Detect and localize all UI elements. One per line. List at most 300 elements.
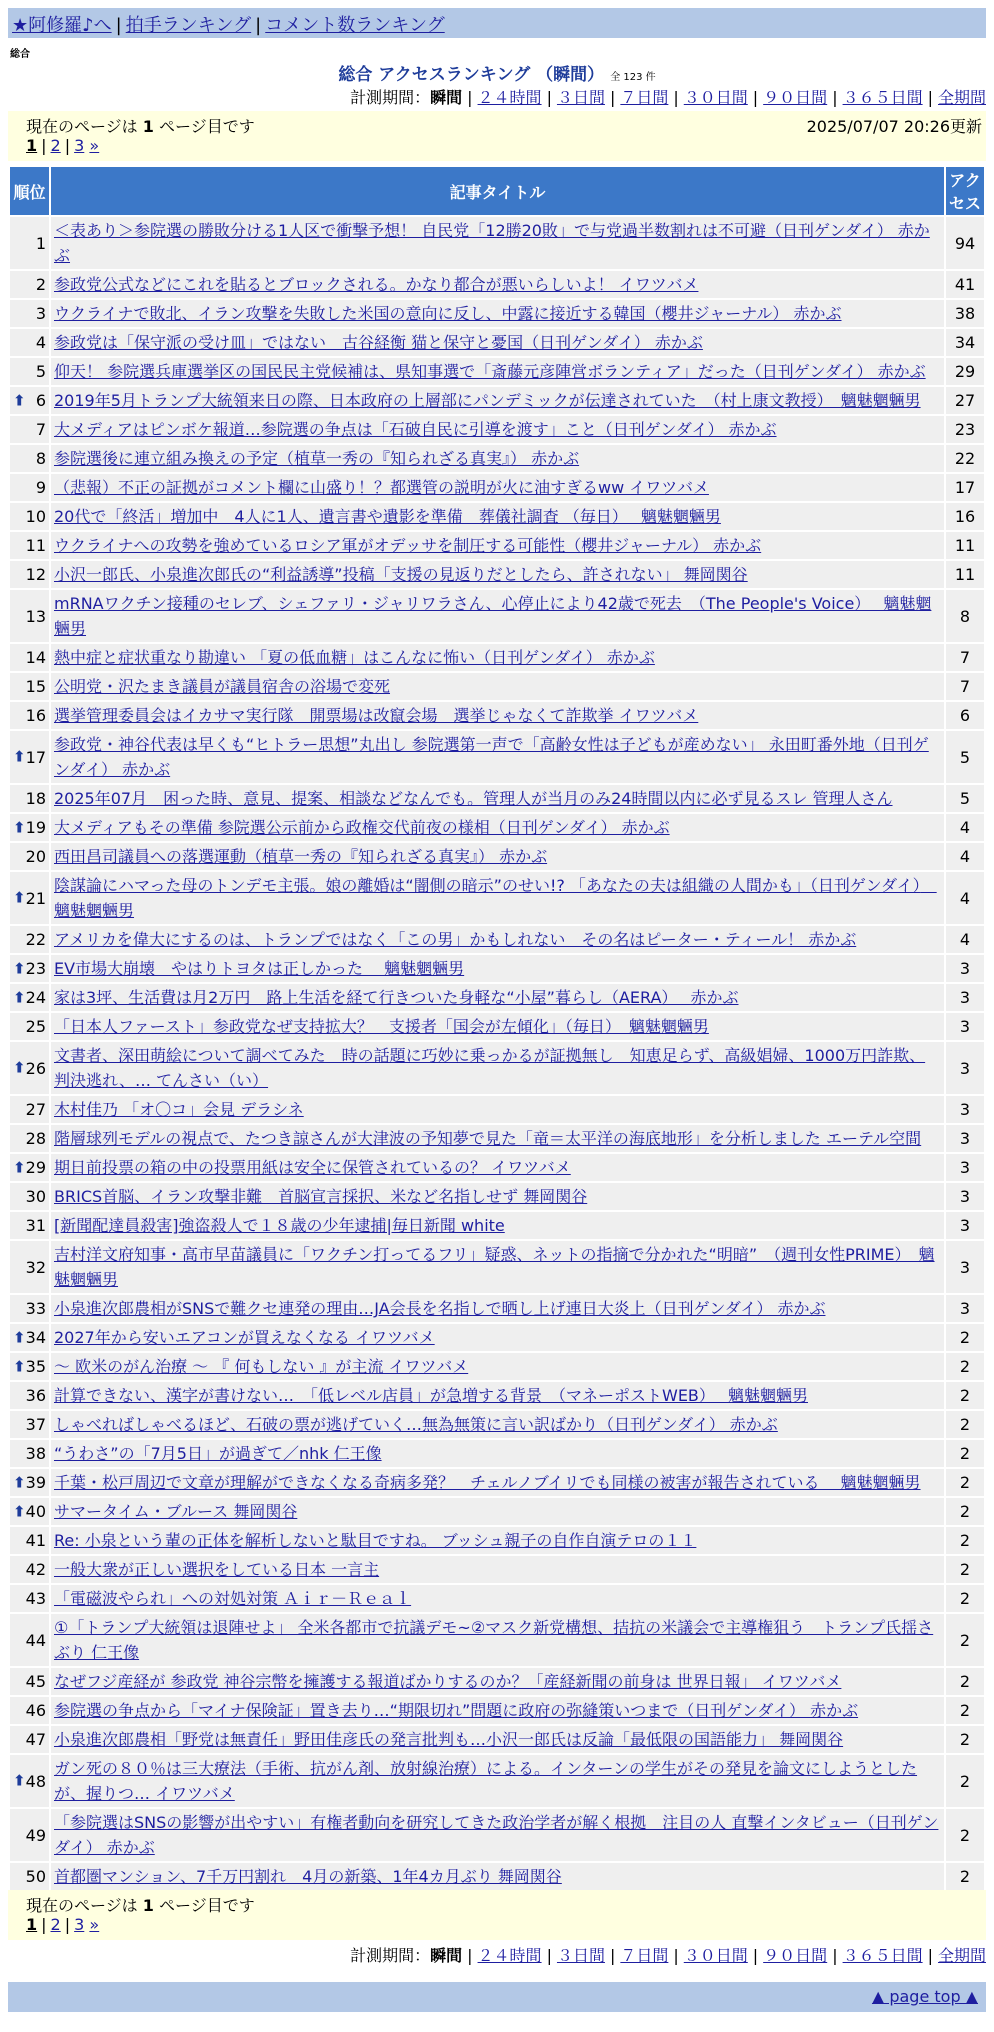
title-cell xyxy=(51,271,944,298)
rank-cell xyxy=(10,590,49,642)
top-period-option-0[interactable]: ２４時間 xyxy=(477,88,542,107)
rank-cell xyxy=(10,1411,49,1438)
access-count: 2 xyxy=(946,1527,984,1554)
access-count: 17 xyxy=(946,474,984,501)
article-title-link[interactable]: （悲報）不正の証拠がコメント欄に山盛り！？都選管の説明が火に油すぎるww イワツバメ xyxy=(54,478,709,497)
bottom-period-option-1[interactable]: ３日間 xyxy=(556,1946,605,1965)
table-row xyxy=(10,1013,984,1040)
rank-number: 22 xyxy=(25,930,46,949)
article-title-link[interactable]: 公明党・沢たまき議員が議員宿舎の浴場で変死 xyxy=(54,677,391,696)
up-arrow-icon: ⬆ xyxy=(13,1328,26,1346)
access-count: 29 xyxy=(946,358,984,385)
bottom-page-link-0[interactable]: 2 xyxy=(50,1915,61,1934)
rank-number: 17 xyxy=(25,747,46,767)
rank-cell xyxy=(10,644,49,671)
up-arrow-icon: ⬆ xyxy=(13,1058,26,1077)
access-count: 6 xyxy=(946,702,984,729)
ranking-table-body xyxy=(10,217,984,1890)
rank-cell xyxy=(10,1809,49,1861)
top-period-option-5[interactable]: ３６５日間 xyxy=(842,88,923,107)
title-cell xyxy=(51,1614,944,1666)
rank-number: 16 xyxy=(25,706,46,725)
bottom-period-option-6[interactable]: 全期間 xyxy=(937,1946,986,1965)
rank-number: 35 xyxy=(25,1357,46,1376)
page-separator: | xyxy=(64,1915,71,1934)
title-cell xyxy=(51,1440,944,1467)
table-row xyxy=(10,1440,984,1467)
title-cell xyxy=(51,1755,944,1807)
period-separator: | xyxy=(467,88,473,107)
rank-number: 45 xyxy=(25,1672,46,1691)
table-row xyxy=(10,271,984,298)
period-selector-bottom xyxy=(350,1943,986,1966)
col-header-rank: 順位 xyxy=(10,167,49,215)
table-row xyxy=(10,474,984,501)
access-count: 2 xyxy=(946,1614,984,1666)
page-title-text: 総合 アクセスランキング （瞬間） xyxy=(338,65,605,85)
title-cell xyxy=(51,1498,944,1525)
bottom-bar xyxy=(8,1982,986,2012)
rank-number: 50 xyxy=(25,1867,46,1886)
table-row xyxy=(10,445,984,472)
article-title-link[interactable]: 一般大衆が正しい選択をしている日本 一言主 xyxy=(54,1560,380,1579)
rank-number: 19 xyxy=(25,818,46,837)
table-row xyxy=(10,1324,984,1351)
table-row xyxy=(10,387,984,414)
rank-number: 41 xyxy=(25,1531,46,1550)
access-count: 2 xyxy=(946,1498,984,1525)
title-cell xyxy=(51,1726,944,1753)
bottom-period-option-3[interactable]: ３０日間 xyxy=(683,1946,748,1965)
article-title-link[interactable]: 「電磁波やられ」への対処対策 Ａｉｒ－Ｒｅａｌ xyxy=(54,1589,412,1608)
access-count: 2 xyxy=(946,1440,984,1467)
article-title-link[interactable]: 大メディアはピンボケ報道…参院選の争点は「石破自民に引導を渡す」こと（日刊ゲンダイ） 赤かぶ xyxy=(54,420,777,439)
top-period-option-6[interactable]: 全期間 xyxy=(937,88,986,107)
article-title-link[interactable]: mRNAワクチン接種のセレブ、シェファリ・ジャリワラさん、心停止により42歳で死去 （The People's Voice） 魑魅魍魎男 xyxy=(54,594,932,638)
page-status-prefix: 現在のページは xyxy=(26,1896,138,1915)
access-count: 5 xyxy=(946,785,984,812)
table-row xyxy=(10,926,984,953)
title-cell xyxy=(51,1527,944,1554)
pagination-bottom xyxy=(8,1890,986,1940)
updated-timestamp: 2025/07/07 20:26更新 xyxy=(806,117,982,136)
article-title-link[interactable]: 期日前投票の箱の中の投票用紙は安全に保管されているの？ イワツバメ xyxy=(54,1158,571,1177)
bottom-period-option-0[interactable]: ２４時間 xyxy=(477,1946,542,1965)
home-link[interactable]: ★阿修羅♪へ xyxy=(12,15,112,36)
table-row xyxy=(10,1295,984,1322)
rank-cell xyxy=(10,503,49,530)
rank-cell xyxy=(10,785,49,812)
period-separator: | xyxy=(609,88,616,107)
table-row xyxy=(10,561,984,588)
access-count: 41 xyxy=(946,271,984,298)
rank-number: 21 xyxy=(25,888,46,908)
rank-cell xyxy=(10,1125,49,1152)
article-title-link[interactable]: [新聞配達員殺害]強盗殺人で１８歳の少年逮捕|毎日新聞 white xyxy=(54,1216,505,1235)
article-title-link[interactable]: “うわさ”の「7月5日」が過ぎて／nhk 仁王像 xyxy=(54,1444,382,1463)
table-row xyxy=(10,1809,984,1861)
period-separator: | xyxy=(546,88,552,107)
title-cell xyxy=(51,1585,944,1612)
article-title-link[interactable]: 参政党は「保守派の受け皿」ではない 古谷経衡 猫と保守と憂国（日刊ゲンダイ） 赤かぶ xyxy=(54,333,703,352)
article-title-link[interactable]: アメリカを偉大にするのは、トランプではなく「この男」かもしれない その名はピーター・ティール！ 赤かぶ xyxy=(54,930,857,949)
rank-cell xyxy=(10,358,49,385)
top-page-link-1[interactable]: 3 xyxy=(74,136,85,155)
access-count: 2 xyxy=(946,1863,984,1890)
top-nav xyxy=(8,8,986,38)
access-count: 38 xyxy=(946,300,984,327)
access-count: 4 xyxy=(946,926,984,953)
article-title-link[interactable]: 吉村洋文府知事・高市早苗議員に「ワクチン打ってるフリ」疑惑、ネットの指摘で分かれた“明暗” （週刊女性PRIME） 魑魅魍魎男 xyxy=(54,1245,935,1289)
table-row xyxy=(10,1614,984,1666)
article-title-link[interactable]: 2019年5月トランプ大統領来日の際、日本政府の上層部にパンデミックが伝達されていた （村上康文教授） 魑魅魍魎男 xyxy=(54,391,921,410)
rank-cell xyxy=(10,1726,49,1753)
bottom-next-page-link[interactable]: » xyxy=(89,1915,100,1934)
page-status-row xyxy=(26,114,982,136)
rank-cell xyxy=(10,474,49,501)
article-title-link[interactable]: 西田昌司議員への落選運動（植草一秀の『知られざる真実』） 赤かぶ xyxy=(54,847,548,866)
article-title-link[interactable]: 小泉進次郎農相「野党は無責任」野田佳彦氏の発言批判も…小沢一郎氏は反論「最低限の国語能力」 舞岡関谷 xyxy=(54,1730,844,1749)
rank-number: 10 xyxy=(25,507,46,526)
top-page-link-0[interactable]: 2 xyxy=(50,136,61,155)
title-cell xyxy=(51,702,944,729)
article-title-link[interactable]: 参政党・神谷代表は早くも“ヒトラー思想”丸出し 参院選第一声で「高齢女性は子どもが産めない」 永田町番外地（日刊ゲンダイ） 赤かぶ xyxy=(54,735,929,779)
access-count: 11 xyxy=(946,532,984,559)
rank-cell xyxy=(10,1212,49,1239)
rank-number: 28 xyxy=(25,1129,46,1148)
rank-number: 29 xyxy=(25,1158,46,1177)
table-row xyxy=(10,1527,984,1554)
rank-number: 13 xyxy=(25,606,46,626)
title-cell xyxy=(51,329,944,356)
article-title-link[interactable]: EV市場大崩壊 やはりトヨタは正しかった 魑魅魍魎男 xyxy=(54,959,465,978)
article-title-link[interactable]: 「参院選はSNSの影響が出やすい」有権者動向を研究してきた政治学者が解く根拠 注目の人 直撃インタビュー（日刊ゲンダイ） 赤かぶ xyxy=(54,1813,939,1857)
table-row xyxy=(10,814,984,841)
article-title-link[interactable]: BRICS首脳、イラン攻撃非難 首脳宣言採択、米など名指しせず 舞岡関谷 xyxy=(54,1187,588,1206)
table-row xyxy=(10,1382,984,1409)
rank-cell xyxy=(10,561,49,588)
rank-number: 49 xyxy=(25,1825,46,1845)
access-count: 7 xyxy=(946,673,984,700)
article-title-link[interactable]: 文書者、深田萌絵について調べてみた 時の話題に巧妙に乗っかるが証拠無し 知恵足らず、高級娼婦、1000万円詐欺、判決逃れ、… てんさい（い） xyxy=(54,1046,926,1090)
access-count: 2 xyxy=(946,1324,984,1351)
table-row xyxy=(10,358,984,385)
up-arrow-icon: ⬆ xyxy=(13,747,26,766)
period-separator: | xyxy=(752,88,759,107)
table-row xyxy=(10,872,984,924)
top-period-option-1[interactable]: ３日間 xyxy=(556,88,605,107)
title-cell xyxy=(51,358,944,385)
title-cell xyxy=(51,300,944,327)
table-row xyxy=(10,300,984,327)
title-cell xyxy=(51,474,944,501)
article-title-link[interactable]: 家は3坪、生活費は月2万円 路上生活を経て行きついた身軽な“小屋”暮らし（AERA） 赤かぶ xyxy=(54,988,739,1007)
access-count: 3 xyxy=(946,1212,984,1239)
period-separator: | xyxy=(832,1946,838,1965)
rank-number: 48 xyxy=(25,1771,46,1791)
table-row xyxy=(10,532,984,559)
title-cell xyxy=(51,1295,944,1322)
rank-number: 32 xyxy=(25,1257,46,1277)
period-label: 計測期間： xyxy=(350,88,431,107)
access-count: 3 xyxy=(946,1125,984,1152)
table-row xyxy=(10,785,984,812)
rank-number: 31 xyxy=(25,1216,46,1235)
page-current: 1 xyxy=(26,136,38,155)
table-row xyxy=(10,1668,984,1695)
article-title-link[interactable]: 「日本人ファースト」参政党なぜ支持拡大？ 支援者「国会が左傾化」（毎日） 魑魅魍魎男 xyxy=(54,1017,709,1036)
title-cell xyxy=(51,814,944,841)
access-count: 2 xyxy=(946,1411,984,1438)
rank-number: 39 xyxy=(25,1473,46,1492)
up-arrow-icon: ⬆ xyxy=(13,988,26,1006)
rank-cell xyxy=(10,329,49,356)
rank-cell xyxy=(10,1382,49,1409)
period-current: 瞬間 xyxy=(430,88,463,107)
rank-cell xyxy=(10,1697,49,1724)
page-status-suffix: ページ目です xyxy=(159,117,255,136)
article-title-link[interactable]: 選挙管理委員会はイカサマ実行隊 開票場は改竄会場 選挙じゃなくて詐欺挙 イワツバメ xyxy=(54,706,699,725)
article-title-link[interactable]: 木村佳乃 「オ〇コ」会見 デラシネ xyxy=(54,1100,304,1119)
bottom-period-option-5[interactable]: ３６５日間 xyxy=(842,1946,923,1965)
access-count: 8 xyxy=(946,590,984,642)
title-cell xyxy=(51,955,944,982)
rank-cell xyxy=(10,416,49,443)
article-title-link[interactable]: ウクライナで敗北、イラン攻撃を失敗した米国の意向に反し、中露に接近する韓国（櫻井ジャーナル） 赤かぶ xyxy=(54,304,842,323)
access-count: 2 xyxy=(946,1668,984,1695)
title-cell xyxy=(51,1697,944,1724)
table-row xyxy=(10,1411,984,1438)
access-count: 3 xyxy=(946,1183,984,1210)
table-row xyxy=(10,731,984,783)
title-cell xyxy=(51,843,944,870)
table-row xyxy=(10,1125,984,1152)
page-separator: | xyxy=(41,1915,47,1934)
access-count: 27 xyxy=(946,387,984,414)
table-row xyxy=(10,503,984,530)
access-count: 23 xyxy=(946,416,984,443)
title-cell xyxy=(51,1125,944,1152)
page-title xyxy=(338,65,655,85)
access-count: 4 xyxy=(946,843,984,870)
period-separator: | xyxy=(927,1946,933,1965)
rank-cell xyxy=(10,1295,49,1322)
table-row xyxy=(10,590,984,642)
rank-number: 12 xyxy=(25,565,46,584)
page-status-suffix: ページ目です xyxy=(159,1896,255,1915)
rank-number: 24 xyxy=(25,988,46,1007)
up-arrow-icon: ⬆ xyxy=(13,959,26,977)
title-cell xyxy=(51,503,944,530)
access-count: 2 xyxy=(946,1809,984,1861)
page-separator: | xyxy=(64,136,71,155)
top-next-page-link[interactable]: » xyxy=(89,136,100,155)
rank-number: 3 xyxy=(35,304,46,323)
rank-cell xyxy=(10,984,49,1011)
rank-cell xyxy=(10,1668,49,1695)
article-title-link[interactable]: Re: 小泉という輩の正体を解析しないと駄目ですね。 ブッシュ親子の自作自演テロの１１ xyxy=(54,1531,697,1550)
page-separator: | xyxy=(41,136,47,155)
article-title-link[interactable]: ①「トランプ大統領は退陣せよ」 全米各都市で抗議デモ~②マスク新党構想、拮抗の米議会で主導権狙う トランプ氏揺さぶり 仁王像 xyxy=(54,1618,934,1662)
title-cell xyxy=(51,926,944,953)
bottom-period-option-2[interactable]: ７日間 xyxy=(620,1946,669,1965)
rank-cell xyxy=(10,955,49,982)
rank-cell xyxy=(10,1096,49,1123)
rank-number: 26 xyxy=(25,1058,46,1078)
title-cell xyxy=(51,785,944,812)
article-title-link[interactable]: しゃべればしゃべるほど、石破の票が逃げていく…無為無策に言い訳ばかり（日刊ゲンダイ） 赤かぶ xyxy=(54,1415,778,1434)
article-title-link[interactable]: 参政党公式などにこれを貼るとブロックされる。かなり都合が悪いらしいよ！ イワツバメ xyxy=(54,275,699,294)
article-title-link[interactable]: 参院選の争点から「マイナ保険証」置き去り…“期限切れ”問題に政府の弥縫策いつまで（日刊ゲンダイ） 赤かぶ xyxy=(54,1701,859,1720)
page-current: 1 xyxy=(26,1915,38,1934)
access-count: 2 xyxy=(946,1755,984,1807)
access-count: 7 xyxy=(946,644,984,671)
article-title-link[interactable]: ガン死の８０％は三大療法（手術、抗がん剤、放射線治療）による。インターンの学生がその発見を論文にしようとしたが、握りつ… イワツバメ xyxy=(54,1759,918,1803)
access-count: 2 xyxy=(946,1585,984,1612)
rank-cell xyxy=(10,1353,49,1380)
access-count: 3 xyxy=(946,1295,984,1322)
col-header-access: アクセス xyxy=(946,167,984,215)
bottom-period-option-4[interactable]: ９０日間 xyxy=(763,1946,828,1965)
article-title-link[interactable]: 陰謀論にハマった母のトンデモ主張。娘の離婚は“闇側の暗示”のせい!? 「あなたの夫は組織の人間かも」（日刊ゲンダイ） 魑魅魍魎男 xyxy=(54,876,937,920)
title-cell xyxy=(51,644,944,671)
article-title-link[interactable]: 首都圏マンション、7千万円割れ 4月の新築、1年4カ月ぶり 舞岡関谷 xyxy=(54,1867,562,1886)
article-title-link[interactable]: ～ 欧米のがん治療 ～ 『 何もしない 』が主流 イワツバメ xyxy=(54,1357,469,1376)
table-row xyxy=(10,329,984,356)
rank-number: 25 xyxy=(25,1017,46,1036)
rank-number: 14 xyxy=(25,648,46,667)
article-title-link[interactable]: なぜフジ産経が 参政党 神谷宗幣を擁護する報道ばかりするのか？「産経新聞の前身は 世界日報」 イワツバメ xyxy=(54,1672,842,1691)
article-title-link[interactable]: 計算できない、漢字が書けない… 「低レベル店員」が急増する背景 （マネーポストWEB） 魑魅魍魎男 xyxy=(54,1386,808,1405)
article-title-link[interactable]: ＜表あり＞参院選の勝敗分ける1人区で衝撃予想！ 自民党「12勝20敗」で与党過半数割れは不可避（日刊ゲンダイ） 赤かぶ xyxy=(54,221,930,265)
table-row xyxy=(10,843,984,870)
article-title-link[interactable]: 参院選後に連立組み換えの予定（植草一秀の『知られざる真実』） 赤かぶ xyxy=(54,449,580,468)
access-count: 5 xyxy=(946,731,984,783)
rank-number: 8 xyxy=(35,449,46,468)
title-cell xyxy=(51,1183,944,1210)
title-cell xyxy=(51,590,944,642)
title-cell xyxy=(51,1241,944,1293)
access-count: 4 xyxy=(946,814,984,841)
page-status-number: 1 xyxy=(142,1896,154,1915)
rank-number: 40 xyxy=(25,1502,46,1521)
article-title-link[interactable]: 20代で「終活」増加中 4人に1人、遺言書や遺影を準備 葬儀社調査 （毎日） 魑魅魍魎男 xyxy=(54,507,721,526)
title-cell xyxy=(51,532,944,559)
comment-ranking-link[interactable]: コメント数ランキング xyxy=(265,15,445,36)
period-separator: | xyxy=(673,1946,679,1965)
table-row xyxy=(10,955,984,982)
page-links xyxy=(26,136,968,158)
rank-number: 20 xyxy=(25,847,46,866)
article-title-link[interactable]: 仰天！ 参院選兵庫選挙区の国民民主党候補は、県知事選で「斎藤元彦陣営ボランティア」だった（日刊ゲンダイ） 赤かぶ xyxy=(54,362,926,381)
top-period-option-2[interactable]: ７日間 xyxy=(620,88,669,107)
period-separator: | xyxy=(609,1946,616,1965)
pagination-top xyxy=(8,111,986,161)
access-count: 3 xyxy=(946,955,984,982)
rank-cell xyxy=(10,387,49,414)
rank-number: 44 xyxy=(25,1630,46,1650)
article-title-link[interactable]: 小沢一郎氏、小泉進次郎氏の“利益誘導”投稿「支援の見返りだとしたら、許されない」 舞岡関谷 xyxy=(54,565,748,584)
rank-cell xyxy=(10,1154,49,1181)
article-title-link[interactable]: サマータイム・ブルース 舞岡関谷 xyxy=(54,1502,298,1521)
up-arrow-icon: ⬆ xyxy=(13,391,26,409)
up-arrow-icon: ⬆ xyxy=(13,1473,26,1491)
article-title-link[interactable]: 小泉進次郎農相がSNSで難クセ連発の理由…JA会長を名指しで晒し上げ連日大炎上（日刊ゲンダイ） 赤かぶ xyxy=(54,1299,826,1318)
article-title-link[interactable]: 熱中症と症状重なり勘違い 「夏の低血糖」はこんなに怖い（日刊ゲンダイ） 赤かぶ xyxy=(54,648,655,667)
page-links xyxy=(26,1915,968,1937)
rank-cell xyxy=(10,702,49,729)
article-title-link[interactable]: 2025年07月 困った時、意見、提案、相談などなんでも。管理人が当月のみ24時間以内に必ず見るスレ 管理人さん xyxy=(54,789,893,808)
article-title-link[interactable]: 階層球列モデルの視点で、たつき諒さんが大津波の予知夢で見た「竜＝太平洋の海底地形」を分析しました エーテル空間 xyxy=(54,1129,922,1148)
access-count: 2 xyxy=(946,1726,984,1753)
up-arrow-icon: ⬆ xyxy=(13,1158,26,1176)
rank-number: 6 xyxy=(35,391,46,410)
access-count: 2 xyxy=(946,1469,984,1496)
ranking-table xyxy=(8,165,986,1892)
table-row xyxy=(10,1096,984,1123)
table-row xyxy=(10,1154,984,1181)
page-status-prefix: 現在のページは xyxy=(26,117,138,136)
access-count: 2 xyxy=(946,1353,984,1380)
title-cell xyxy=(51,217,944,269)
title-cell xyxy=(51,731,944,783)
article-title-link[interactable]: 2027年から安いエアコンが買えなくなる イワツバメ xyxy=(54,1328,435,1347)
rank-cell xyxy=(10,1440,49,1467)
rank-cell xyxy=(10,926,49,953)
rank-cell xyxy=(10,814,49,841)
up-arrow-icon: ⬆ xyxy=(13,818,26,836)
rank-cell xyxy=(10,1324,49,1351)
clap-ranking-link[interactable]: 拍手ランキング xyxy=(125,15,252,36)
period-separator: | xyxy=(546,1946,552,1965)
article-title-link[interactable]: ウクライナへの攻勢を強めているロシア軍がオデッサを制圧する可能性（櫻井ジャーナル） 赤かぶ xyxy=(54,536,762,555)
title-cell xyxy=(51,1212,944,1239)
table-row xyxy=(10,1697,984,1724)
rank-number: 4 xyxy=(35,333,46,352)
col-header-title: 記事タイトル xyxy=(51,167,944,215)
table-row xyxy=(10,1353,984,1380)
access-count: 4 xyxy=(946,872,984,924)
page-status-number: 1 xyxy=(142,117,154,136)
total-count: 全 123 件 xyxy=(610,72,656,83)
up-arrow-icon: ⬆ xyxy=(13,1502,26,1520)
rank-cell xyxy=(10,1241,49,1293)
rank-number: 9 xyxy=(35,478,46,497)
title-cell xyxy=(51,1154,944,1181)
table-row xyxy=(10,1183,984,1210)
top-period-option-4[interactable]: ９０日間 xyxy=(763,88,828,107)
top-period-option-3[interactable]: ３０日間 xyxy=(683,88,748,107)
table-row xyxy=(10,1726,984,1753)
table-row xyxy=(10,1042,984,1094)
rank-number: 1 xyxy=(35,233,46,253)
access-count: 3 xyxy=(946,1154,984,1181)
article-title-link[interactable]: 千葉・松戸周辺で文章が理解ができなくなる奇病多発？ チェルノブイリでも同様の被害が報告されている 魑魅魍魎男 xyxy=(54,1473,921,1492)
rank-number: 38 xyxy=(25,1444,46,1463)
page-top-link[interactable]: ▲ page top ▲ xyxy=(871,1987,978,2006)
table-row xyxy=(10,1755,984,1807)
article-title-link[interactable]: 大メディアもその準備 参院選公示前から政権交代前夜の様相（日刊ゲンダイ） 赤かぶ xyxy=(54,818,670,837)
rank-cell xyxy=(10,1863,49,1890)
title-cell xyxy=(51,872,944,924)
access-count: 3 xyxy=(946,1013,984,1040)
rank-cell xyxy=(10,1498,49,1525)
title-cell xyxy=(51,1353,944,1380)
bottom-page-link-1[interactable]: 3 xyxy=(74,1915,85,1934)
title-cell xyxy=(51,1411,944,1438)
title-cell xyxy=(51,1863,944,1890)
rank-cell xyxy=(10,217,49,269)
